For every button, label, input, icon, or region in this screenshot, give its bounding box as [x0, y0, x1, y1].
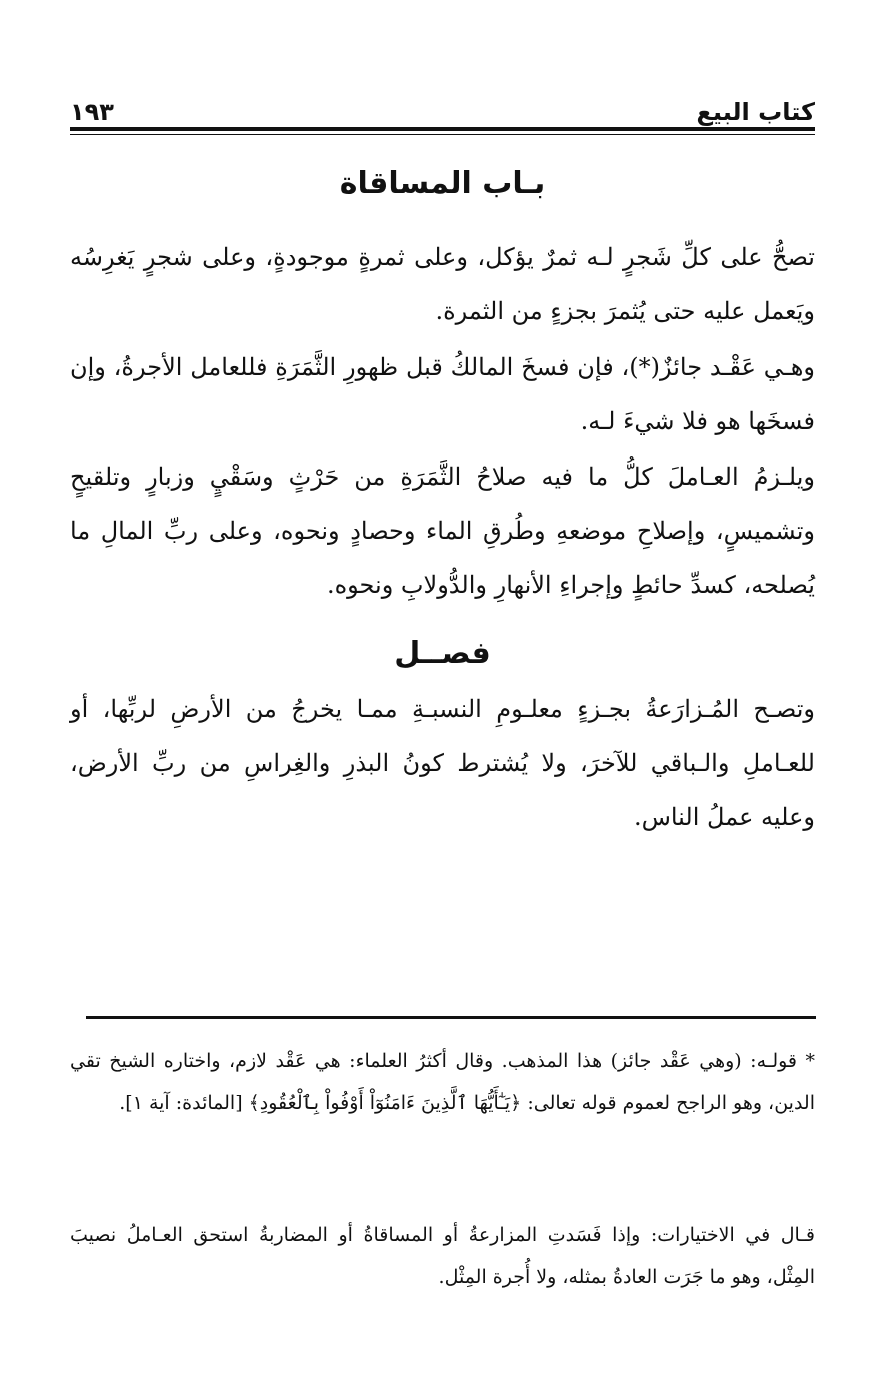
paragraph-text: وتصـح المُـزارَعةُ بجـزءٍ معلـومِ النسبـةِ ممـا يخرجُ من الأرضِ لربِّها، أو للعـاملِ والـباقي للآخرَ، ولا يُشترط كونُ البذرِ والغِراسِ من ربِّ الأرض، وعليه عملُ الناس.	[70, 695, 815, 831]
footnote-separator	[86, 1016, 816, 1019]
paragraph-text: وهـي عَقْـد جائزٌ(*)، فإن فسخَ المالكُ قبل ظهورِ الثَّمَرَةِ فللعامل الأجرةُ، وإن فسخَها هو فلا شيءَ لـه.	[70, 353, 815, 435]
footnote-2	[70, 1214, 815, 1298]
section-title: فصــل	[394, 636, 491, 671]
paragraph-2	[70, 340, 815, 448]
paragraph-text: تصحُّ على كلِّ شَجرٍ لـه ثمرٌ يؤكل، وعلى ثمرةٍ موجودةٍ، وعلى شجرٍ يَغرِسُه ويَعمل عليه حتى يُثمرَ بجزءٍ من الثمرة.	[70, 243, 815, 325]
footnote-1	[70, 1040, 815, 1124]
page-number: ١٩٣	[70, 98, 114, 126]
footnote-text: * قولـه: (وهي عَقْد جائز) هذا المذهب. وقال أكثرُ العلماء: هي عَقْد لازم، واختاره الشيخ تقي الدين، وهو الراجح لعموم قوله تعالى: ﴿يَـٰٓأَيُّهَا ٱلَّذِينَ ءَامَنُوٓاْ أَوْفُواْ بِٱلْعُقُودِ﴾ [المائدة: آية ١].	[70, 1050, 815, 1114]
header-rule-thick	[70, 127, 815, 131]
paragraph-4	[70, 682, 815, 844]
paragraph-text: ويلـزمُ العـاملَ كلُّ ما فيه صلاحُ الثَّمَرَةِ من حَرْثٍ وسَقْيٍ وزبارٍ وتلقيحٍ وتشميسٍ، وإصلاحِ موضعهِ وطُرقِ الماء وحصادٍ ونحوه، وعلى ربِّ المالِ ما يُصلحه، كسدِّ حائطٍ وإجراءِ الأنهارِ والدُّولابِ ونحوه.	[70, 463, 816, 599]
footnote-text: قـال في الاختيارات: وإذا فَسَدتِ المزارعةُ أو المساقاةُ أو المضاربةُ استحق العـاملُ نصيبَ المِثْل، وهو ما جَرَت العادةُ بمثله، ولا أُجرة المِثْل.	[70, 1224, 815, 1288]
paragraph-3	[70, 450, 815, 612]
chapter-title: بـاب المساقاة	[339, 166, 546, 201]
page-header	[70, 86, 815, 126]
running-title: كتاب البيع	[696, 98, 815, 126]
header-rule-thin	[70, 134, 815, 135]
paragraph-1	[70, 230, 815, 338]
